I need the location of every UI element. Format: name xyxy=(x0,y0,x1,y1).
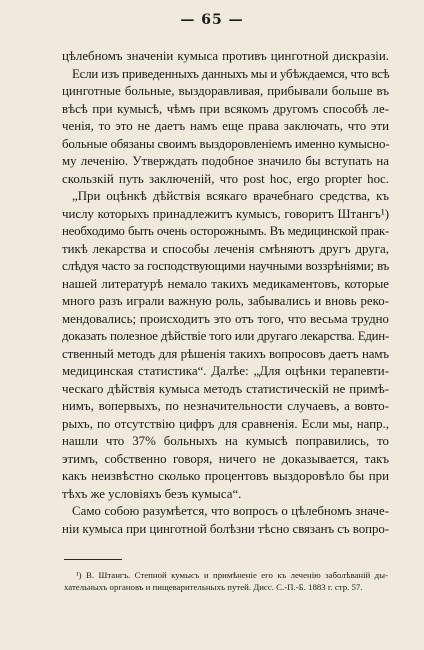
body-text xyxy=(62,48,389,538)
text-line: этимъ, собственно говоря, ничего не доказывается, такъ xyxy=(62,451,389,466)
text-line: цинготные больные, выздоравливая, прибывали больше въ xyxy=(62,84,389,98)
text-line: числу которыхъ принадлежитъ кумысъ, говоритъ Штангъ¹) xyxy=(62,206,389,221)
text-line: мендовались; происходитъ это отъ того, что весьма трудно xyxy=(62,311,389,326)
text-line: скользкій путь заключеній, что post hoc, ergo propter hoc. xyxy=(62,171,389,186)
text-line: больные обязаны своимъ выздоровленіемъ именно кумысно- xyxy=(62,136,390,151)
text-line: много разъ играли важную роль, забывались и вновь реко- xyxy=(62,294,389,308)
text-line: ченія, то это не даетъ намъ еще права заключать, что эти xyxy=(62,119,389,133)
footnote-line: хательныхъ органовъ и пищеварительныхъ путей. Дисс. С.-П.-Б. 1883 г. стр. 57. xyxy=(64,582,363,592)
text-line: тѣхъ же условіяхъ безъ кумыса“. xyxy=(62,486,242,501)
text-line: нашли что 37% больныхъ на кумысѣ поправились, то xyxy=(62,434,389,448)
text-line: медицинская статистика“. Далѣе: „Для оцѣнки терапевти- xyxy=(62,364,389,378)
text-line: вѣсѣ при кумысѣ, чѣмъ при всякомъ другомъ способѣ ле- xyxy=(62,101,389,116)
footnote-line: ¹) В. Штангъ. Степной кумысъ и примѣненіе его къ леченію заболѣваній ды- xyxy=(76,570,388,580)
text-line: „При оцѣнкѣ дѣйствія всякаго врачебнаго средства, къ xyxy=(72,189,389,203)
page-number: — 65 — xyxy=(180,12,244,28)
text-line: ческаго дѣйствія кумыса методъ статистическій не примѣ- xyxy=(62,381,389,396)
text-line: ственный методъ для рѣшенія такихъ вопросовъ даетъ намъ xyxy=(62,346,389,361)
text-line: доказать полезное дѣйствіе того или другаго лекарства. Един- xyxy=(62,329,389,343)
text-line: нимъ, вопервыхъ, по незначительности случаевъ, а вовто- xyxy=(62,399,389,413)
text-line: какъ неизвѣстно сколько процентовъ выздоровѣло бы при xyxy=(62,469,389,483)
text-line: нашей литературѣ немало такихъ медикаментовъ, которые xyxy=(62,276,389,291)
text-line: му леченію. Утверждать подобное значило бы вступать на xyxy=(62,154,389,168)
footnote xyxy=(64,569,388,593)
text-line: Если изъ приведенныхъ данныхъ мы и убѣждаемся, что всѣ xyxy=(72,66,390,81)
text-line: Само собою разумѣется, что вопросъ о цѣлебномъ значе- xyxy=(72,504,389,518)
text-line: цѣлебномъ значеніи кумыса противъ цинготной дискразіи. xyxy=(62,49,389,63)
text-line: рыхъ, по отсутствію цифръ для сравненія. Если мы, напр., xyxy=(62,416,389,431)
text-line: ніи кумыса при цинготной болѣзни тѣсно связанъ съ вопро- xyxy=(62,521,389,536)
text-line: слѣдуя часто за господствующими научными воззрѣніями; въ xyxy=(62,259,389,273)
text-line: тикѣ лекарства и способы леченія смѣняютъ другъ друга, xyxy=(62,241,389,256)
footnote-divider xyxy=(64,559,122,560)
text-line: необходимо быть очень осторожнымъ. Въ медицинской прак- xyxy=(62,224,389,238)
